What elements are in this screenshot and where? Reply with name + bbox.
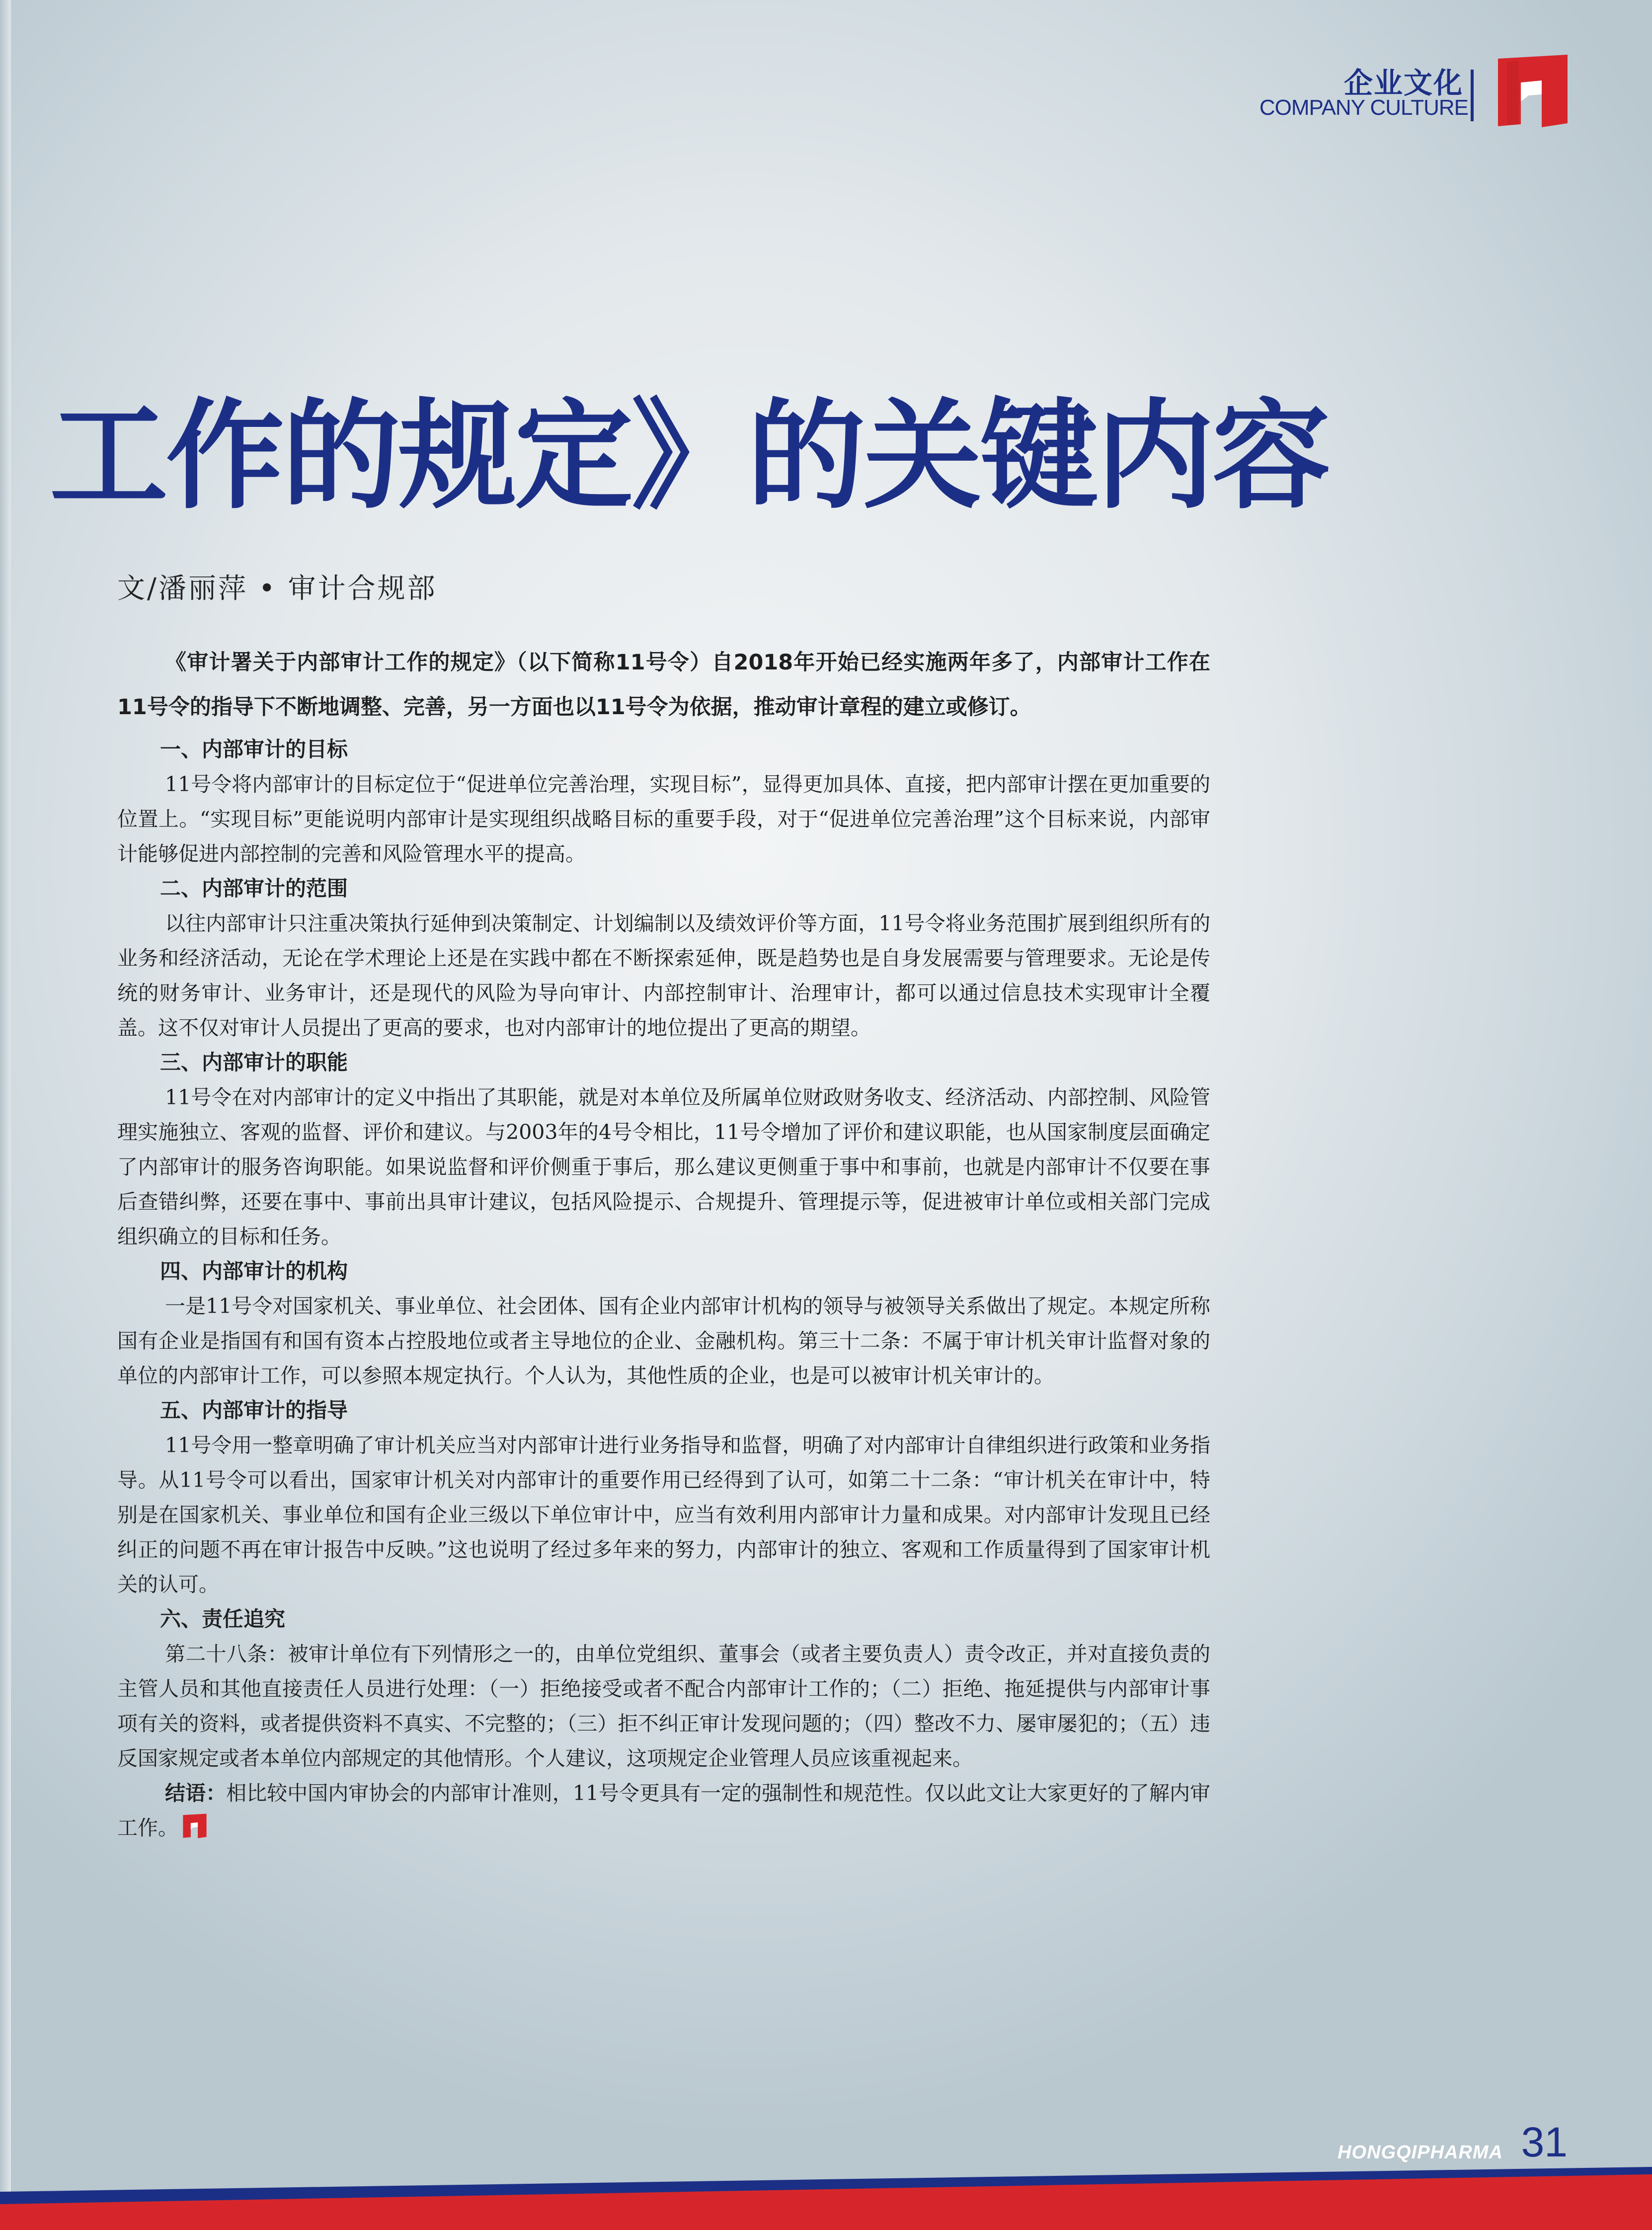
section-heading: 一、内部审计的目标 xyxy=(160,737,348,761)
section-heading: 二、内部审计的范围 xyxy=(160,876,348,901)
hongqi-logo-icon xyxy=(1493,50,1573,129)
end-mark-logo-icon xyxy=(181,1812,208,1839)
section-1 xyxy=(117,732,1210,871)
section-paragraph: 一是11号令对国家机关、事业单位、社会团体、国有企业内部审计机构的领导与被领导关系做出了规定。本规定所称国有企业是指国有和国有资本占控股地位或者主导地位的企业、金融机构。第三十二条：不属于审计机关审计监督对象的单位的内部审计工作，可以参照本规定执行。个人认为，其他性质的企业，也是可以被审计机关审计的。 xyxy=(117,1294,1210,1388)
section-6 xyxy=(117,1602,1210,1776)
section-heading: 四、内部审计的机构 xyxy=(160,1259,348,1283)
section-paragraph: 11号令在对内部审计的定义中指出了其职能，就是对本单位及所属单位财政财务收支、经济活动、内部控制、风险管理实施独立、客观的监督、评价和建议。与2003年的4号令相比，11号令增加了评价和建议职能，也从国家制度层面确定了内部审计的服务咨询职能。如果说监督和评价侧重于事后，那么建议更侧重于事中和事前，也就是内部审计不仅要在事后查错纠弊，还要在事中、事前出具审计建议，包括风险提示、合规提升、管理提示等，促进被审计单位或相关部门完成组织确立的目标和任务。 xyxy=(117,1085,1210,1248)
section-heading: 六、责任追究 xyxy=(160,1607,286,1631)
footer-brand: HONGQIPHARMA xyxy=(1337,2142,1503,2163)
byline: 文/潘丽萍 • 审计合规部 xyxy=(117,573,437,605)
section-paragraph: 第二十八条：被审计单位有下列情形之一的，由单位党组织、董事会（或者主要负责人）责令改正，并对直接负责的主管人员和其他直接责任人员进行处理：（一）拒绝接受或者不配合内部审计工作的；（二）拒绝、拖延提供与内部审计事项有关的资料，或者提供资料不真实、不完整的；（三）拒不纠正审计发现问题的；（四）整改不力、屡审屡犯的；（五）违反国家规定或者本单位内部规定的其他情形。个人建议，这项规定企业管理人员应该重视起来。 xyxy=(117,1642,1210,1770)
lead-paragraph: 《审计署关于内部审计工作的规定》（以下简称11号令）自2018年开始已经实施两年多了，内部审计工作在11号令的指导下不断地调整、完善，另一方面也以11号令为依据，推动审计章程的建立或修订。 xyxy=(117,650,1210,720)
section-paragraph: 11号令将内部审计的目标定位于“促进单位完善治理，实现目标”，显得更加具体、直接，把内部审计摆在更加重要的位置上。“实现目标”更能说明内部审计是实现组织战略目标的重要手段，对于“促进单位完善治理”这个目标来说，内部审计能够促进内部控制的完善和风险管理水平的提高。 xyxy=(117,772,1210,866)
conclusion-paragraph xyxy=(117,1776,1210,1845)
section-title-en: COMPANY CULTURE xyxy=(1259,95,1468,120)
section-5 xyxy=(117,1393,1210,1602)
section-2 xyxy=(117,871,1210,1045)
section-title-cn: 企业文化 xyxy=(1343,66,1463,100)
page-number: 31 xyxy=(1521,2119,1568,2165)
section-heading: 三、内部审计的职能 xyxy=(160,1050,348,1074)
conclusion-text: 相比较中国内审协会的内部审计准则，11号令更具有一定的强制性和规范性。仅以此文让大家更好的了解内审工作。 xyxy=(117,1781,1210,1840)
section-3 xyxy=(117,1045,1210,1254)
section-heading: 五、内部审计的指导 xyxy=(160,1398,348,1422)
header-divider xyxy=(1471,70,1474,121)
section-paragraph: 11号令用一整章明确了审计机关应当对内部审计进行业务指导和监督，明确了对内部审计自律组织进行政策和业务指导。从11号令可以看出，国家审计机关对内部审计的重要作用已经得到了认可，如第二十二条：“审计机关在审计中，特别是在国家机关、事业单位和国有企业三级以下单位审计中，应当有效利用内部审计力量和成果。对内部审计发现且已经纠正的问题不再在审计报告中反映。”这也说明了经过多年来的努力，内部审计的独立、客观和工作质量得到了国家审计机关的认可。 xyxy=(117,1433,1210,1596)
footer-band xyxy=(0,2157,1652,2230)
article-title: 工作的规定》的关键内容 xyxy=(50,388,1329,525)
conclusion-label: 结语： xyxy=(165,1781,227,1805)
article-body xyxy=(117,640,1210,1845)
page-edge xyxy=(0,0,11,2230)
section-paragraph: 以往内部审计只注重决策执行延伸到决策制定、计划编制以及绩效评价等方面，11号令将业务范围扩展到组织所有的业务和经济活动，无论在学术理论上还是在实践中都在不断探索延伸，既是趋势也是自身发展需要与管理要求。无论是传统的财务审计、业务审计，还是现代的风险为导向审计、内部控制审计、治理审计，都可以通过信息技术实现审计全覆盖。这不仅对审计人员提出了更高的要求，也对内部审计的地位提出了更高的期望。 xyxy=(117,911,1210,1040)
section-4 xyxy=(117,1254,1210,1393)
